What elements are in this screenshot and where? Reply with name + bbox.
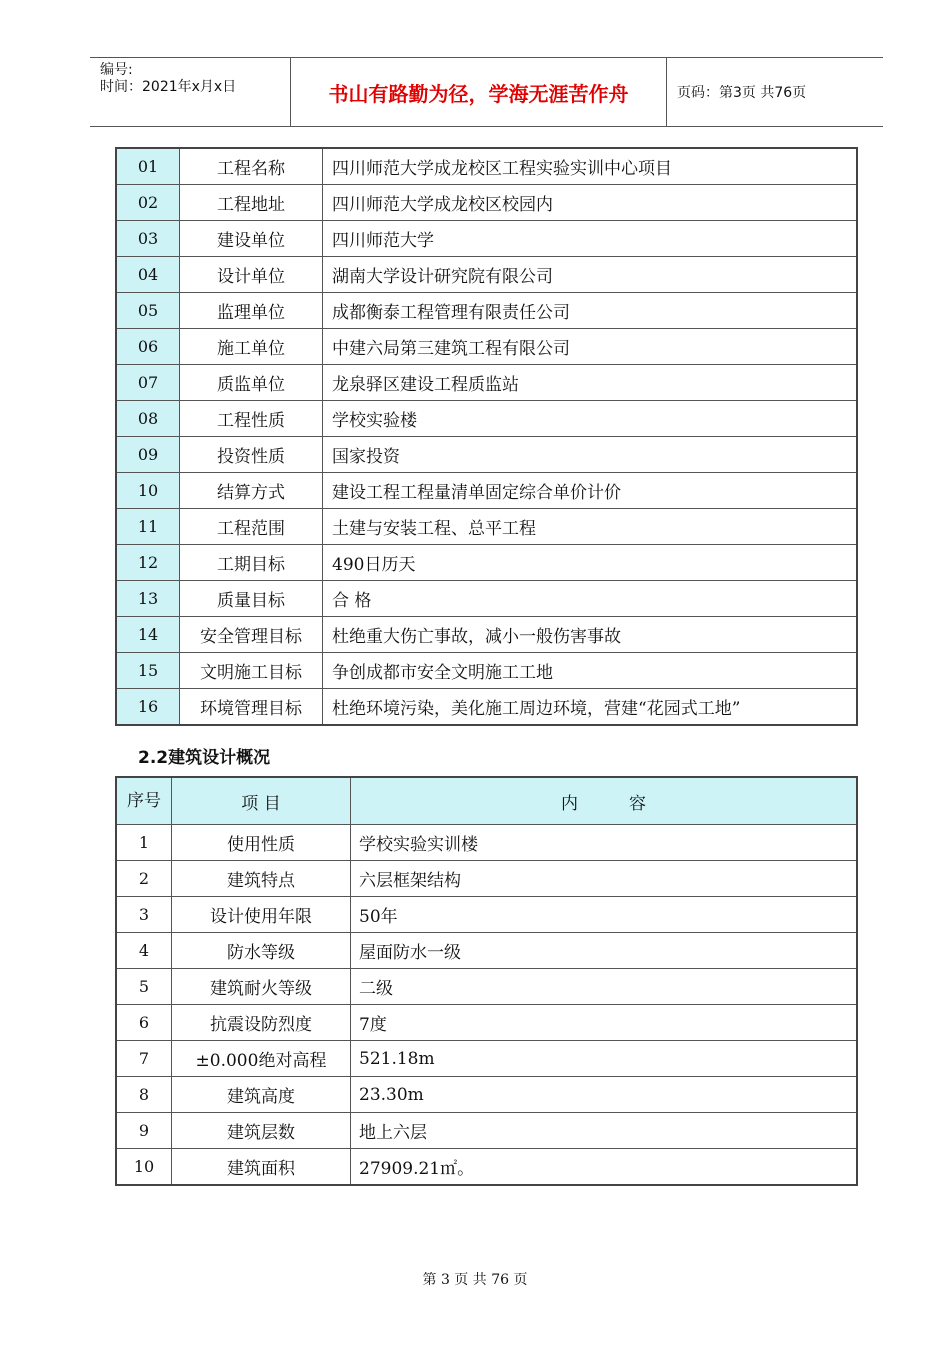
row-number: 08	[116, 401, 180, 437]
row-item: 安全管理目标	[180, 617, 323, 653]
page-footer: 第 3 页 共 76 页	[422, 1272, 528, 1288]
time-label: 时间：2021年x月x日	[100, 79, 237, 95]
row-item: 建筑面积	[172, 1149, 351, 1186]
header-motto: 书山有路勤为径，学海无涯苦作舟	[291, 58, 667, 126]
row-number: 11	[116, 509, 180, 545]
row-value: 成都衡泰工程管理有限责任公司	[323, 293, 858, 329]
header-seq: 序号	[116, 777, 172, 825]
table-header-row	[116, 777, 857, 825]
table-row	[116, 545, 857, 581]
row-item: 建筑层数	[172, 1113, 351, 1149]
header-content: 内 容	[351, 777, 858, 825]
table-row	[116, 1077, 857, 1113]
row-number: 8	[116, 1077, 172, 1113]
row-value: 中建六局第三建筑工程有限公司	[323, 329, 858, 365]
row-value: 六层框架结构	[351, 861, 858, 897]
row-value: 国家投资	[323, 437, 858, 473]
table-row	[116, 329, 857, 365]
row-item: 防水等级	[172, 933, 351, 969]
row-number: 04	[116, 257, 180, 293]
row-item: 施工单位	[180, 329, 323, 365]
row-value: 地上六层	[351, 1113, 858, 1149]
row-number: 05	[116, 293, 180, 329]
row-value: 23.30m	[351, 1077, 858, 1113]
row-value: 建设工程工程量清单固定综合单价计价	[323, 473, 858, 509]
row-item: 建筑高度	[172, 1077, 351, 1113]
row-item: 投资性质	[180, 437, 323, 473]
row-number: 2	[116, 861, 172, 897]
table-row	[116, 617, 857, 653]
table-row	[116, 1041, 857, 1077]
row-value: 50年	[351, 897, 858, 933]
row-item: 环境管理目标	[180, 689, 323, 726]
row-number: 03	[116, 221, 180, 257]
row-number: 15	[116, 653, 180, 689]
row-number: 16	[116, 689, 180, 726]
table-row	[116, 825, 857, 861]
table-row	[116, 148, 857, 185]
row-value: 杜绝环境污染，美化施工周边环境，营建“花园式工地”	[323, 689, 858, 726]
table-row	[116, 473, 857, 509]
row-item: 结算方式	[180, 473, 323, 509]
table-row	[116, 581, 857, 617]
row-value: 7度	[351, 1005, 858, 1041]
table-row	[116, 689, 857, 726]
table-row	[116, 221, 857, 257]
row-item: 建筑特点	[172, 861, 351, 897]
table-row	[116, 969, 857, 1005]
table-row	[116, 185, 857, 221]
row-number: 09	[116, 437, 180, 473]
row-number: 10	[116, 1149, 172, 1186]
row-value: 土建与安装工程、总平工程	[323, 509, 858, 545]
row-value: 屋面防水一级	[351, 933, 858, 969]
row-value: 27909.21㎡。	[351, 1149, 858, 1186]
header-meta	[90, 58, 291, 126]
table-row	[116, 257, 857, 293]
table-row	[116, 401, 857, 437]
row-number: 06	[116, 329, 180, 365]
row-item: ±0.000绝对高程	[172, 1041, 351, 1077]
serial-label: 编号:	[100, 62, 133, 78]
row-item: 抗震设防烈度	[172, 1005, 351, 1041]
table-row	[116, 293, 857, 329]
row-value: 四川师范大学成龙校区校园内	[323, 185, 858, 221]
architecture-overview-table	[115, 776, 858, 1186]
row-item: 工程性质	[180, 401, 323, 437]
row-item: 文明施工目标	[180, 653, 323, 689]
table-row	[116, 897, 857, 933]
row-value: 四川师范大学	[323, 221, 858, 257]
row-number: 6	[116, 1005, 172, 1041]
row-number: 01	[116, 148, 180, 185]
row-number: 14	[116, 617, 180, 653]
row-item: 建设单位	[180, 221, 323, 257]
row-item: 质监单位	[180, 365, 323, 401]
row-number: 1	[116, 825, 172, 861]
row-item: 工程地址	[180, 185, 323, 221]
header-page-label: 页码：第3页 共76页	[677, 85, 807, 101]
row-number: 12	[116, 545, 180, 581]
table-row	[116, 1005, 857, 1041]
row-value: 湖南大学设计研究院有限公司	[323, 257, 858, 293]
project-overview-body	[116, 148, 857, 725]
table-row	[116, 933, 857, 969]
table-row	[116, 861, 857, 897]
row-number: 10	[116, 473, 180, 509]
table-row	[116, 437, 857, 473]
row-value: 学校实验实训楼	[351, 825, 858, 861]
table-row	[116, 653, 857, 689]
row-item: 建筑耐火等级	[172, 969, 351, 1005]
row-number: 13	[116, 581, 180, 617]
row-number: 07	[116, 365, 180, 401]
row-item: 设计单位	[180, 257, 323, 293]
header-item: 项 目	[172, 777, 351, 825]
row-value: 合 格	[323, 581, 858, 617]
row-value: 学校实验楼	[323, 401, 858, 437]
row-number: 4	[116, 933, 172, 969]
table-row	[116, 1149, 857, 1186]
architecture-overview-body	[116, 777, 857, 1185]
section-title-architecture: 2.2建筑设计概况	[138, 748, 271, 768]
project-overview-table	[115, 147, 858, 726]
row-value: 争创成都市安全文明施工工地	[323, 653, 858, 689]
row-value: 二级	[351, 969, 858, 1005]
row-value: 杜绝重大伤亡事故，减小一般伤害事故	[323, 617, 858, 653]
row-number: 9	[116, 1113, 172, 1149]
row-item: 工程范围	[180, 509, 323, 545]
row-item: 工期目标	[180, 545, 323, 581]
table-row	[116, 509, 857, 545]
page-header	[90, 57, 883, 127]
row-value: 521.18m	[351, 1041, 858, 1077]
row-item: 工程名称	[180, 148, 323, 185]
row-value: 490日历天	[323, 545, 858, 581]
row-item: 监理单位	[180, 293, 323, 329]
row-number: 02	[116, 185, 180, 221]
row-item: 质量目标	[180, 581, 323, 617]
row-number: 5	[116, 969, 172, 1005]
table-row	[116, 365, 857, 401]
row-item: 使用性质	[172, 825, 351, 861]
row-number: 7	[116, 1041, 172, 1077]
row-number: 3	[116, 897, 172, 933]
row-value: 龙泉驿区建设工程质监站	[323, 365, 858, 401]
row-item: 设计使用年限	[172, 897, 351, 933]
table-row	[116, 1113, 857, 1149]
row-value: 四川师范大学成龙校区工程实验实训中心项目	[323, 148, 858, 185]
